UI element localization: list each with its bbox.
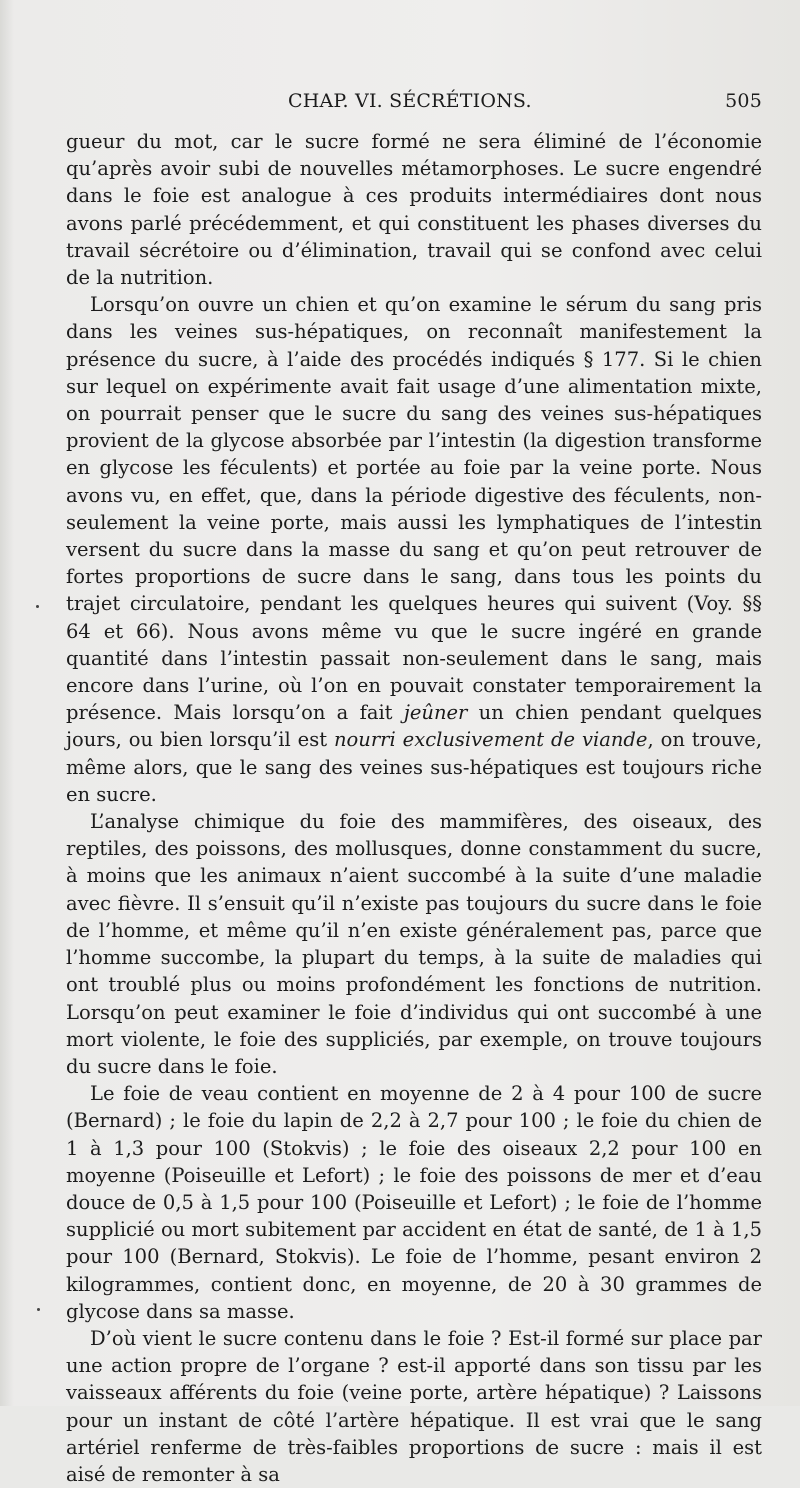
paragraph-chemical-analysis: L’analyse chimique du foie des mammifères, des oiseaux, des reptiles, des poissons, des mollusques, donne constamment du sucre, à moins que les animaux n’aient succombé à la suite d’une maladie avec fièvre. Il s’ensuit qu’il n’existe pas toujours du sucre dans le foie de l’homme, et même qu’il n’en existe généralement pas, parce que l’homme succombe, la plupart du temps, à la suite de maladies qui ont troublé plus ou moins profondément les fonctions de nutrition. Lorsqu’on peut examiner le foie d’individus qui ont succombé à une mort violente, le foie des suppliciés, par exemple, on trouve toujours du sucre dans le foie. [66, 810, 762, 1078]
paragraph-origin-question: D’où vient le sucre contenu dans le foie ? Est-il formé sur place par une action propre de l’organe ? est-il apporté dans son tissu par les vaisseaux afférents du foie (veine porte, artère hépatique) ? Laissons pour un instant de côté l’artère hépatique. Il est vrai que le sang artériel renferme de très-faibles proportions de sucre : mais il est aisé de remonter à sa [66, 1326, 762, 1486]
body-text [66, 128, 762, 1488]
text-run: Lorsqu’on ouvre un chien et qu’on examine le sérum du sang pris dans les veines sus-hépatiques, on reconnaît manifestement la présence du sucre, à l’aide des procédés indiqués § 177. Si le chien sur lequel on expérimente avait fait usage d’une alimentation mixte, on pourrait penser que le sucre du sang des veines sus-hépatiques provient de la glycose absorbée par l’intestin (la digestion transforme en glycose les féculents) et portée au foie par la veine porte. Nous avons vu, en effet, que, dans la période digestive des féculents, non-seulement la veine porte, mais aussi les lymphatiques de l’intestin versent du sucre dans la masse du sang et qu’on peut retrouver de fortes proportions de sucre dans le sang, dans tous les points du trajet circulatoire, pendant les quelques heures qui suivent (Voy. §§ 64 et 66). Nous avons même vu que le sucre ingéré en grande quantité dans l’intestin passait non-seulement dans le sang, mais encore dans l’urine, où l’on en pouvait constater temporairement la présence. Mais lorsqu’on a fait [66, 293, 762, 725]
paragraph-sugar-in-blood [66, 291, 762, 808]
page-number: 505 [725, 90, 762, 112]
text-run: un chien pendant quelques jours, ou bien lorsqu’il est [66, 701, 762, 752]
page-header [66, 90, 762, 120]
paragraph-liver-proportions: Le foie de veau contient en moyenne de 2 à 4 pour 100 de sucre (Bernard) ; le foie du lapin de 2,2 à 2,7 pour 100 ; le foie du chien de 1 à 1,3 pour 100 (Stokvis) ; le foie des oiseaux 2,2 pour 100 en moyenne (Poiseuille et Lefort) ; le foie des poissons de mer et d’eau douce de 0,5 à 1,5 pour 100 (Poiseuille et Lefort) ; le foie de l’homme supplicié ou mort subitement par accident en état de santé, de 1 à 1,5 pour 100 (Bernard, Stokvis). Le foie de l’homme, pesant environ 2 kilogrammes, contient donc, en moyenne, de 20 à 30 grammes de glycose dans sa masse. [66, 1082, 762, 1323]
running-head: CHAP. VI. SÉCRÉTIONS. [288, 90, 532, 112]
text-run: , on trouve, même alors, que le sang des veines sus-hépatiques est toujours riche en sucre. [66, 728, 763, 806]
paragraph-continued: gueur du mot, car le sucre formé ne sera éliminé de l’économie qu’après avoir subi de nouvelles métamorphoses. Le sucre engendré dans le foie est analogue à ces produits intermédiaires dont nous avons parlé précédemment, et qui constituent les phases diverses du travail sécrétoire ou d’élimination, travail qui se confond avec celui de la nutrition. [66, 130, 762, 290]
italic-run: jeûner [403, 701, 468, 725]
margin-speck [37, 1308, 40, 1311]
margin-speck [36, 605, 39, 608]
italic-run: nourri exclusivement de viande [334, 728, 648, 752]
